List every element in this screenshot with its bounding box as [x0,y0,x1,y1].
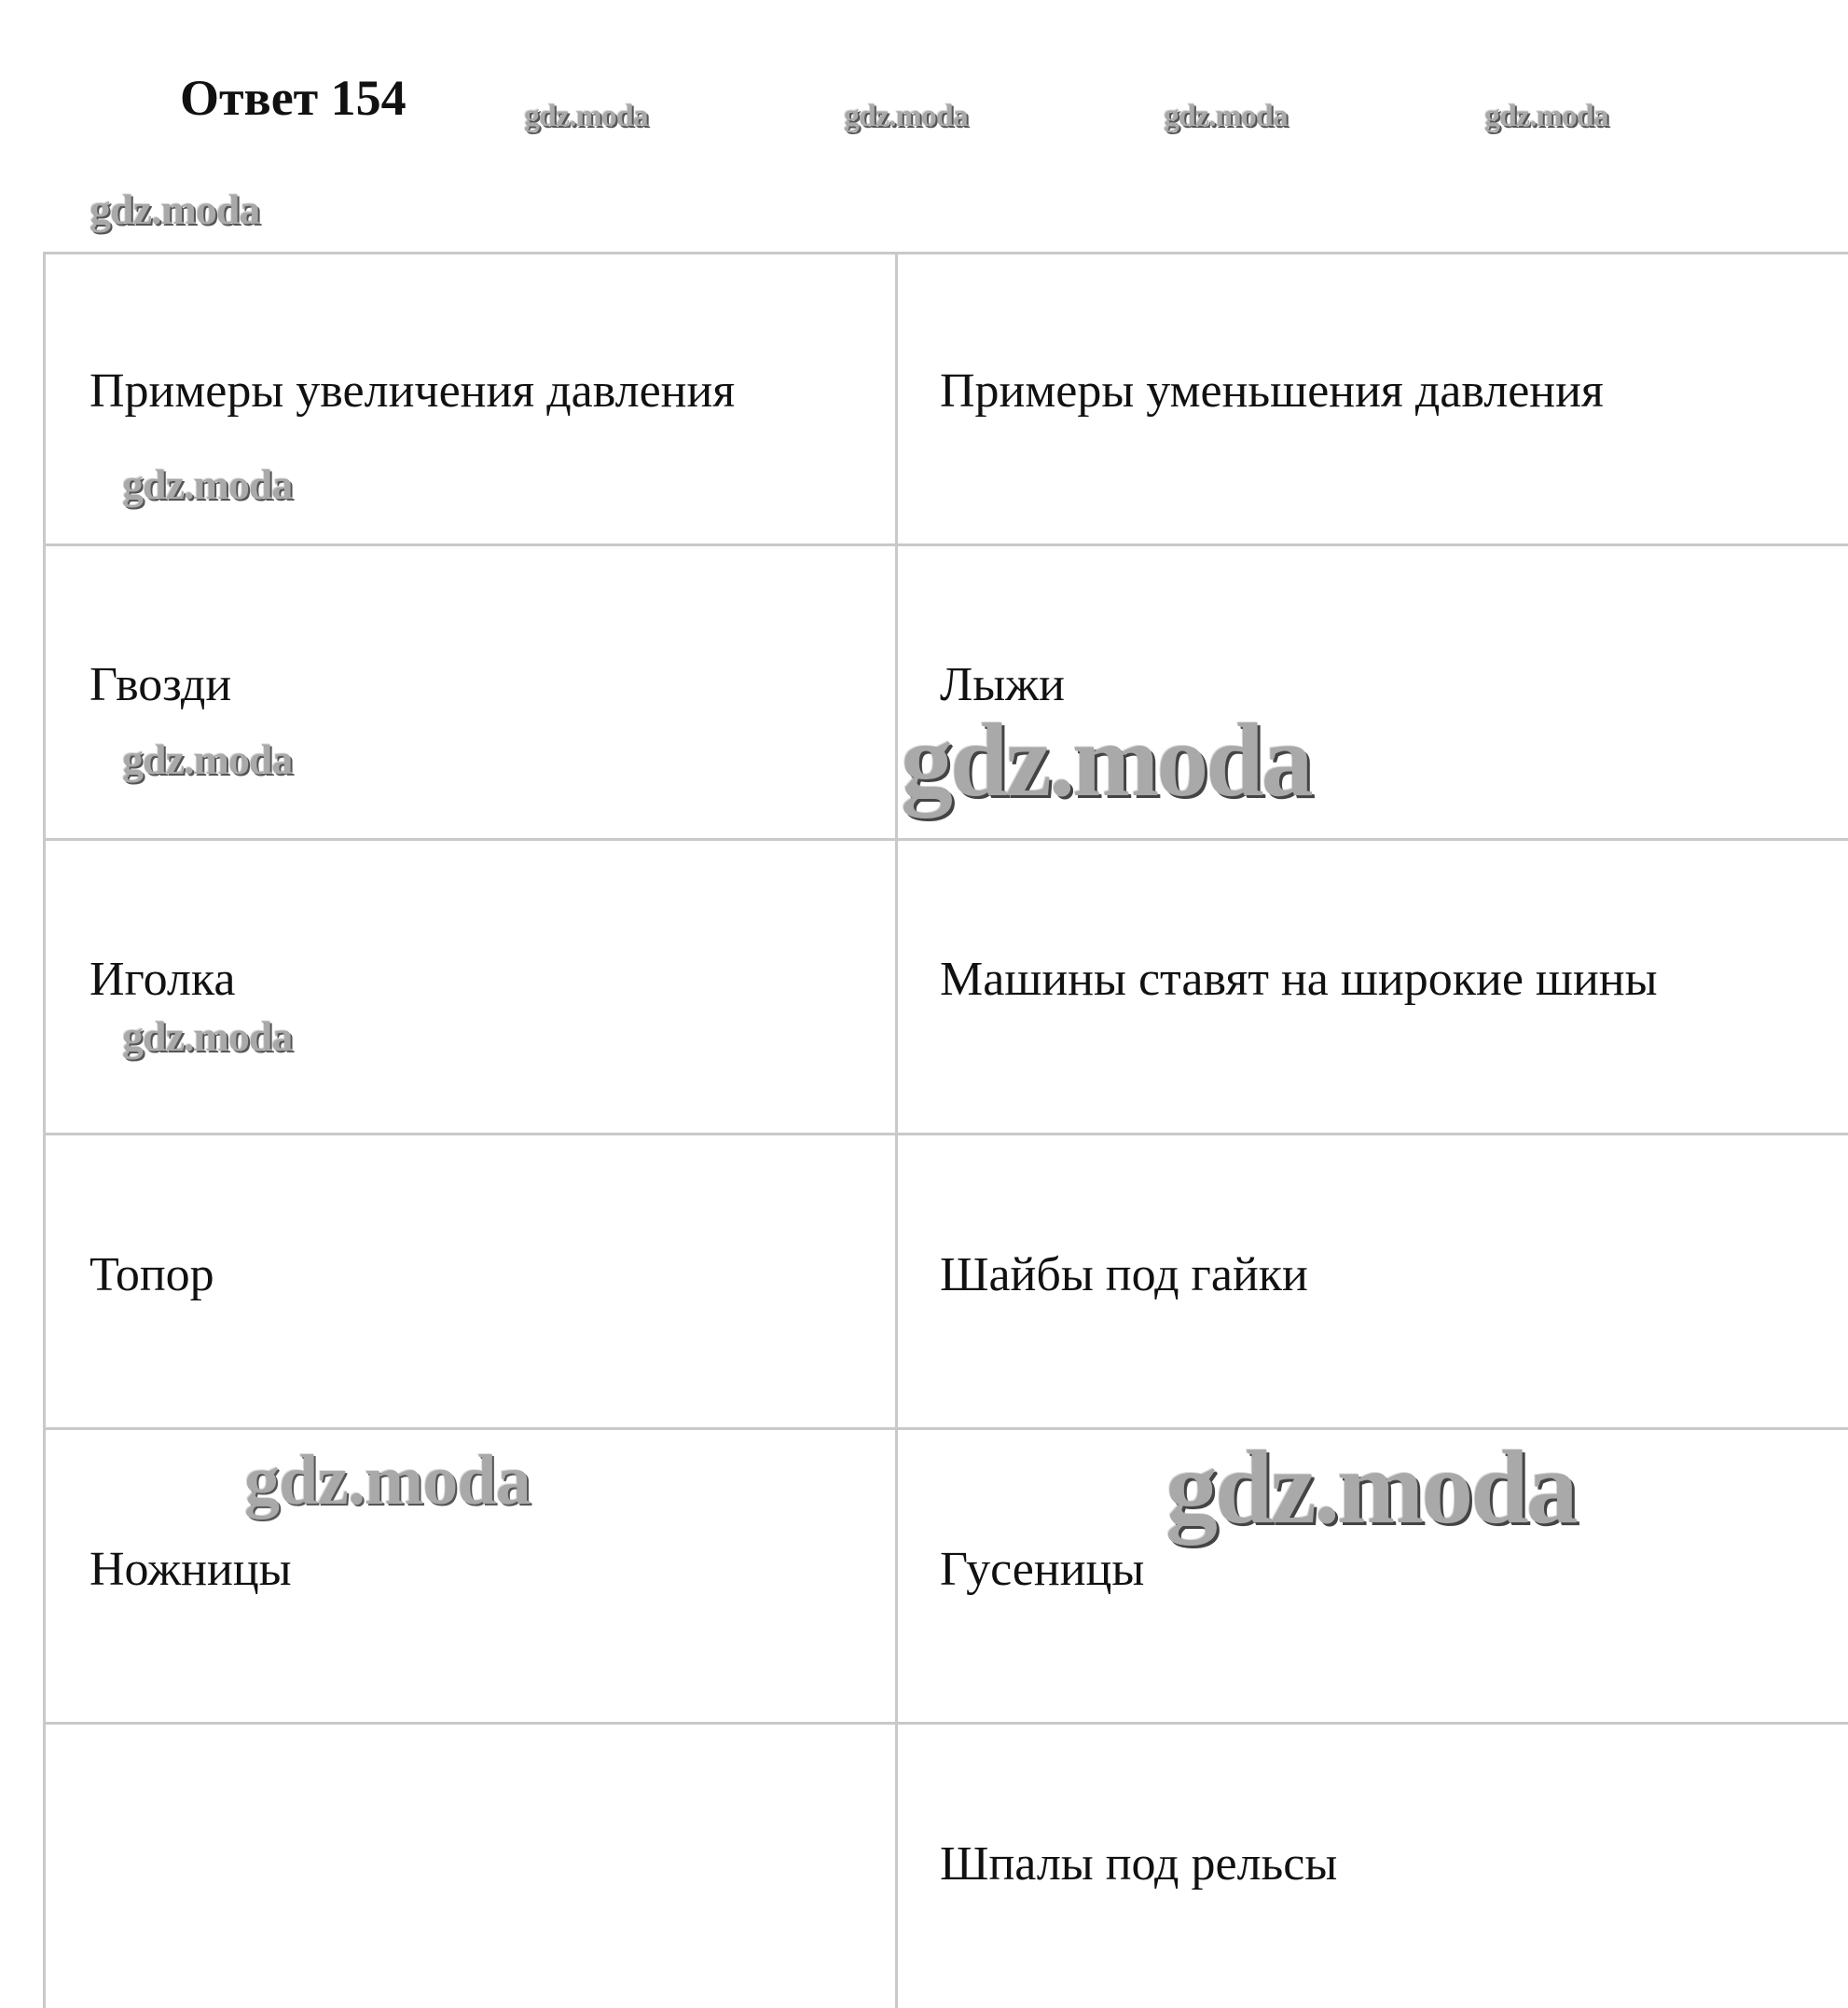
watermark: gdz.moda [901,703,1311,818]
page-title: Ответ 154 [180,70,407,126]
watermark: gdz.moda [844,99,968,133]
table-cell: Ножницы [90,1543,292,1596]
answer-table [43,252,1848,2008]
header-increase-pressure: Примеры увеличения давления [90,364,736,418]
table-row-divider [43,1722,1848,1725]
table-column-divider [895,252,898,2008]
watermark: gdz.moda [122,1012,293,1060]
watermark: gdz.moda [90,186,260,233]
watermark: gdz.moda [1165,1430,1576,1546]
table-cell: Шайбы под гайки [940,1248,1308,1301]
table-cell: Гусеницы [940,1543,1145,1596]
table-cell: Топор [90,1248,214,1301]
watermark: gdz.moda [1164,99,1288,133]
table-row-divider [43,1133,1848,1135]
table-cell: Машины ставят на широкие шины [940,953,1658,1006]
watermark: gdz.moda [122,461,293,508]
header-decrease-pressure: Примеры уменьшения давления [940,364,1604,418]
watermark: gdz.moda [244,1441,531,1520]
table-border-left [43,252,46,2008]
table-cell: Гвозди [90,658,232,711]
table-border-top [43,252,1848,254]
table-cell: Иголка [90,953,236,1006]
table-row-divider [43,838,1848,841]
watermark: gdz.moda [524,99,648,133]
table-cell: Шпалы под рельсы [940,1837,1338,1891]
table-row-divider [43,1427,1848,1430]
watermark: gdz.moda [1484,99,1608,133]
table-cell: Лыжи [940,658,1065,711]
table-row-divider [43,543,1848,546]
watermark: gdz.moda [122,736,293,783]
